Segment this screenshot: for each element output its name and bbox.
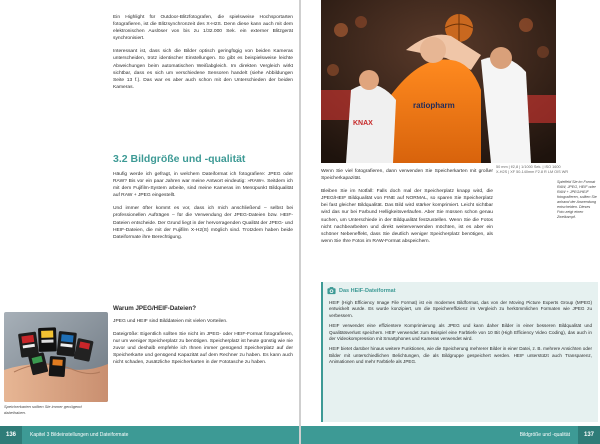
subsection-body (113, 318, 293, 373)
info-paragraph: HEIF (High Efficiency Image File Format) ist ein modernes Bildformat, das von der Moving Picture Experts Group (MPEG) entwickelt wurde. Es wurde konzipiert, um die Speichereffizienz im Vergleich zu herkömmlichen Formaten wie JPEG zu verbessern. (329, 300, 592, 318)
body-paragraph: Dateigröße: Eigentlich sollten Sie nicht im JPEG- oder HEIF-Format fotografieren, nur um weniger Speicherplatz zu benötigen. Speicherplatz ist heute günstig wie nie zuvor und deshalb empfehle ich Ihnen immer genügend Speicherplatz auf der Speicherkarte und genügend Kapazität auf dem Rechner zu haben. Es kann auch nicht schaden, zusätzliche Speicherkarten in der Fototasche zu haben. (113, 332, 293, 366)
footer-section: Bildgröße und -qualität (519, 432, 570, 438)
page-number: 137 (578, 426, 600, 444)
body-paragraph: Häufig werde ich gefragt, in welchem Dateiformat ich fotografiere: JPEG oder RAW? Bis vor ein paar Jahren war meine Antwort eindeutig: »RAW«. Seitdem ich mit dem Fujifilm-System arbeite, sind meine Kameras im Menüpunkt Bildqualität auf RAW + JPEG eingestellt. (113, 172, 293, 199)
footer-chapter: Kapitel 3 Bildeinstellungen und Dateiformate (30, 432, 129, 438)
info-title: Das HEIF-Dateiformat (339, 288, 396, 294)
body-paragraph: JPEG und HEIF sind Bilddateien mit vielen Vorteilen. (113, 319, 228, 324)
body-paragraph: Bleiben Sie im Notfall: Falls doch mal der Speicherplatz knapp wird, die JPEG/HEIF Bildqualität von FINE auf NORMAL, so sparen Sie Speicherplatz bei fast gleicher Bildqualität. Das Bild wird stärker komprimiert. Leicht sichtbar wird das nur bei Farbund Helligkeitsverläufen. Aber Sie müssen schon genau suchen, um Unterschiede in der Bildqualität festzustellen. Wenn Sie die Fotos nicht nachbearbeiten und direkt weiterverwenden möchten, ist es aber ein schöner Nebeneffekt, dass Sie deutlich weniger Speicherplatz benötigen, als wenn Sie Ihre Fotos im RAW-Format abspeichern. (321, 189, 493, 244)
section-body (113, 171, 293, 247)
info-paragraph: HEIF bietet darüber hinaus weitere Funktionen, wie die Speicherung mehrerer Bilder in einer Datei, z. B. mehrere Ansichten oder Bilder mit unterschiedlichen Belichtungen, die als Bildgruppe gespeichert werden. HEIF unterstützt auch Transparenz, Animationen und mehr Farbtiefe als JPEG. (329, 346, 592, 365)
footer-bar (301, 426, 600, 444)
intro-paragraph: Interessant ist, dass sich die Bilder optisch geringfügig von beiden Kameras unterscheiden, trotz identischer Einstellungen. So gibt es beispielsweise leichte Abweichungen beim automatischen Weißabgleich. Im direkten Vergleich wirkt sichtbar, dass es sich um verschiedene Sensoren handelt (siehe Abbildungen Seite 13 f.). Das war es aber auch schon mit den Unterschieden der beiden Kameras. (113, 49, 293, 90)
info-body (329, 300, 592, 370)
footer-bar (0, 426, 299, 444)
sd-cards-photo (4, 312, 108, 402)
subsection-title: Warum JPEG/HEIF-Dateien? (113, 305, 196, 312)
body-paragraph: Und immer öfter kommt es vor, dass ich mich anschließend – selbst bei professionellen Aufträgen – für die Verwendung der JPEG-Dateien bzw. HEIF-Dateien entscheide. Der Grund liegt in der hervorragenden Qualität der JPEG- und HEIF-Dateien, die mit der Fujifilm X-H2(S) möglich sind. Trotzdem haben beide Dateiformate ihre Berechtigung. (113, 206, 293, 240)
intro-column (113, 14, 293, 97)
info-box (321, 282, 598, 422)
body-paragraph: Wenn Sie viel fotografieren, dann verwenden Sie Speicherkarten mit großer Speicherkapazität. (321, 169, 493, 182)
svg-text:KNAX: KNAX (353, 120, 373, 127)
basketball-photo (321, 0, 556, 163)
info-paragraph: HEIF verwendet eine effizientere Komprimierung als JPEG und kann daher Bilder in einer besseren Bildqualität und Qualitätsverlust speichern. HEIF verwendet zum Beispiel eine Farbtiefe von 10 Bit (High Efficiency Video Coding), das auch in der Videokompression mit Smartphones und Kameras verwendet wird. (329, 323, 592, 342)
right-body (321, 168, 493, 251)
exif-data: 50 mm | f/2,8 | 1/1000 Sek. | ISO 1600 X-H2S | XF 50-140mm F2.8 R LM OIS WR (496, 165, 569, 175)
page-number: 136 (0, 426, 22, 444)
intro-paragraph: Ein Highlight für Outdoor-Blitzfotografen, die spielsweise Hochsportarten fotografieren, ist die Blitzsynchronzeit des X-H2S. Denn diese kann auch mit dem elektronischen Auslöser von bis zu 1/32.000 Sek. ein externer Blitzgerät synchronisiert. (113, 15, 293, 42)
camera-icon (327, 286, 336, 295)
photo-caption: Spielfeld Sie im Format RAW, JPEG, HEIF oder RAW + JPEG/HEIF fotografieren, sollten Sie anhand der Anwendung entscheiden. Dieses Foto zeigt einen Zweikampf. (557, 180, 597, 219)
left-page (0, 0, 299, 444)
right-page (301, 0, 600, 444)
svg-text:ratiopharm: ratiopharm (413, 101, 455, 110)
photo-caption: Speicherkarten sollten Sie immer genügend dabeihaben. (4, 404, 82, 415)
section-title: 3.2 Bildgröße und -qualität (113, 153, 246, 165)
